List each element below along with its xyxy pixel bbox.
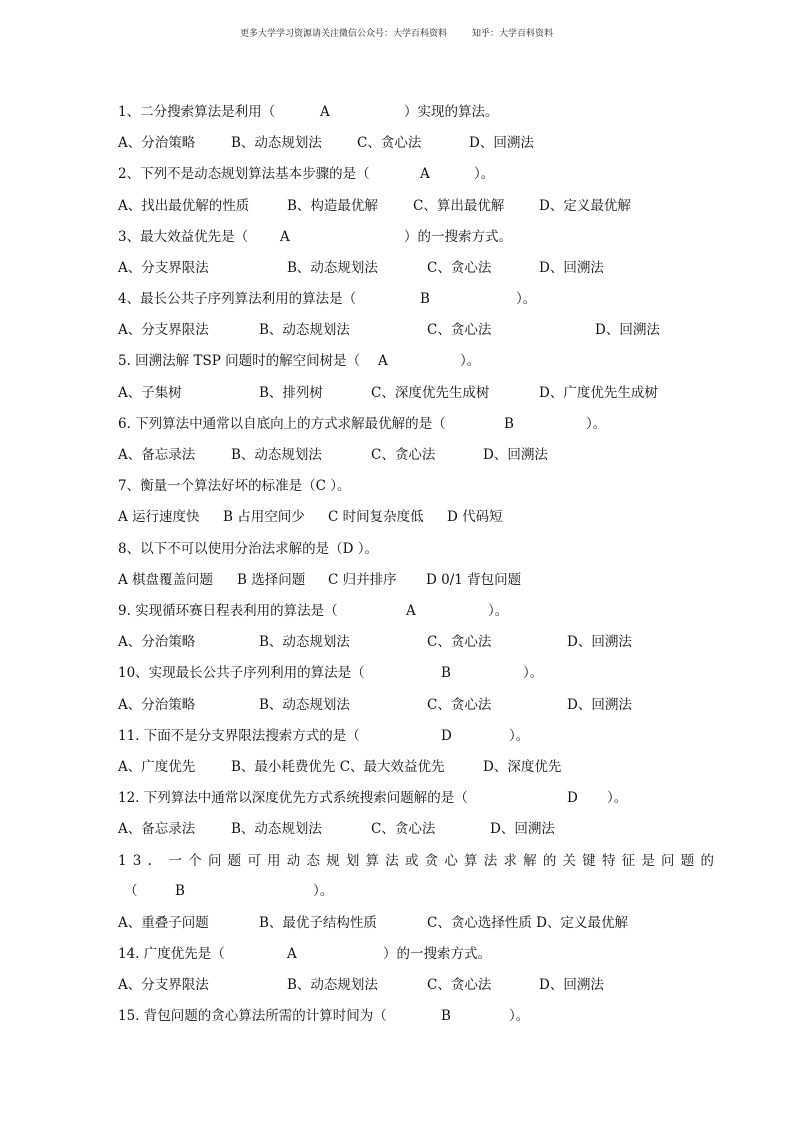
question-14: [0, 944, 793, 964]
option-a: A、备忘录法: [118, 821, 196, 837]
question-3: [0, 227, 793, 247]
answer: B: [175, 883, 185, 899]
question-text: 9. 实现循环赛日程表利用的算法是（: [118, 603, 338, 619]
option-c: C、贪心法: [371, 447, 436, 463]
option-a: A、广度优先: [118, 759, 196, 775]
question-text: 1、二分搜索算法是利用（: [118, 104, 276, 120]
answer: A: [280, 229, 290, 245]
option-a: A 棋盘覆盖问题: [118, 572, 214, 588]
question-tail: ）。: [460, 353, 481, 369]
answer: A: [406, 603, 416, 619]
question-4: [0, 289, 793, 309]
question-10: [0, 663, 793, 683]
option-c: C、深度优先生成树: [371, 385, 490, 401]
question-text: 15. 背包问题的贪心算法所需的计算时间为（: [118, 1008, 387, 1024]
option-c: C、贪心法: [427, 634, 492, 650]
answer: A: [420, 166, 430, 182]
question-tail: ）。: [509, 728, 530, 744]
question-text: 3、最大效益优先是（: [118, 229, 249, 245]
option-c: C、贪心法: [427, 322, 492, 338]
option-c: C、贪心选择性质 D、定义最优解: [427, 915, 628, 931]
option-a: A、找出最优解的性质: [118, 198, 250, 214]
question-text: 7、衡量一个算法好坏的标准是（C ）。: [118, 478, 351, 494]
option-d: D、回溯法: [469, 135, 534, 151]
question-8: [0, 539, 793, 559]
option-c: C、算出最优解: [413, 198, 505, 214]
options-11: [0, 757, 793, 777]
question-tail: ）实现的算法。: [404, 104, 499, 120]
options-5: [0, 383, 793, 403]
options-13: [0, 913, 793, 933]
option-a: A、分支界限法: [118, 260, 209, 276]
question-text: 8、以下不可以使用分治法求解的是（D ）。: [118, 541, 378, 557]
options-10: [0, 695, 793, 715]
option-b: B、最优子结构性质: [259, 915, 377, 931]
question-5: [0, 351, 793, 371]
question-6: [0, 414, 793, 434]
option-d: D、回溯法: [490, 821, 555, 837]
question-tail: ）的一搜索方式。: [404, 229, 512, 245]
options-9: [0, 632, 793, 652]
option-d: D 0/1 背包问题: [426, 572, 522, 588]
option-d: D、回溯法: [539, 260, 604, 276]
question-11: [0, 726, 793, 746]
header-wechat-note: 更多大学学习资源请关注微信公众号：大学百科资料: [240, 29, 448, 39]
option-a: A、重叠子问题: [118, 915, 209, 931]
question-9: [0, 601, 793, 621]
answer: A: [378, 353, 388, 369]
option-c: C、贪心法: [357, 135, 422, 151]
option-c: C 时间复杂度低: [328, 509, 424, 525]
option-a: A、分治策略: [118, 634, 196, 650]
question-tail: ）。: [488, 603, 509, 619]
page-header: [0, 26, 793, 39]
question-tail: ）。: [523, 665, 544, 681]
answer: B: [441, 665, 451, 681]
option-d: D、深度优先: [483, 759, 562, 775]
question-1: [0, 102, 793, 122]
option-b: B、动态规划法: [231, 447, 322, 463]
question-tail: ）。: [607, 790, 628, 806]
question-7: [0, 476, 793, 496]
option-d: D、回溯法: [567, 634, 632, 650]
option-c: C、贪心法: [427, 977, 492, 993]
question-tail: ）。: [474, 166, 495, 182]
question-tail: ）。: [516, 291, 537, 307]
options-14: [0, 975, 793, 995]
option-b: B 占用空间少: [223, 509, 305, 525]
question-tail: ）。: [313, 883, 334, 899]
option-b: B、最小耗费优先 C、最大效益优先: [231, 759, 445, 775]
option-a: A、分支界限法: [118, 322, 209, 338]
question-text: 5. 回溯法解 TSP 问题时的解空间树是（: [118, 353, 361, 369]
option-c: C 归并排序: [328, 572, 397, 588]
question-text: 4、最长公共子序列算法利用的算法是（: [118, 291, 357, 307]
answer: B: [504, 416, 514, 432]
options-2: [0, 196, 793, 216]
header-zhihu-note: 知乎：大学百科资料: [471, 29, 553, 39]
option-b: B 选择问题: [237, 572, 306, 588]
answer: B: [441, 1008, 451, 1024]
option-a: A、分治策略: [118, 697, 196, 713]
question-text: 10、实现最长公共子序列利用的算法是（: [118, 665, 365, 681]
option-d: D、回溯法: [483, 447, 548, 463]
option-c: C、贪心法: [371, 821, 436, 837]
options-7: [0, 507, 793, 527]
option-b: B、动态规划法: [231, 821, 322, 837]
option-b: B、动态规划法: [287, 260, 378, 276]
option-a: A、备忘录法: [118, 447, 196, 463]
options-3: [0, 258, 793, 278]
option-b: B、动态规划法: [231, 135, 322, 151]
option-d: D、回溯法: [567, 697, 632, 713]
question-tail: ）的一搜索方式。: [383, 946, 491, 962]
question-text: 14. 广度优先是（: [118, 946, 225, 962]
option-a: A、子集树: [118, 385, 182, 401]
option-a: A 运行速度快: [118, 509, 200, 525]
answer: A: [320, 104, 330, 120]
option-c: C、贪心法: [427, 260, 492, 276]
option-a: A、分支界限法: [118, 977, 209, 993]
options-1: [0, 133, 793, 153]
option-d: D、回溯法: [539, 977, 604, 993]
option-b: B、动态规划法: [259, 697, 350, 713]
question-13: [0, 851, 793, 871]
answer: A: [287, 946, 297, 962]
option-b: B、动态规划法: [259, 322, 350, 338]
options-8: [0, 570, 793, 590]
question-tail: ）。: [586, 416, 607, 432]
question-2: [0, 164, 793, 184]
option-d: D、定义最优解: [539, 198, 631, 214]
option-b: B、动态规划法: [287, 977, 378, 993]
question-tail: ）。: [509, 1008, 530, 1024]
question-text: 11. 下面不是分支界限法搜索方式的是（: [118, 728, 360, 744]
option-d: D 代码短: [447, 509, 503, 525]
option-b: B、排列树: [259, 385, 323, 401]
question-text: 6. 下列算法中通常以自底向上的方式求解最优解的是（: [118, 416, 446, 432]
answer: D: [441, 728, 452, 744]
answer: B: [420, 291, 430, 307]
options-12: [0, 819, 793, 839]
options-4: [0, 320, 793, 340]
question-text: 13. 一个问题可用动态规划算法或贪心算法求解的关键特征是问题的: [118, 853, 721, 869]
question-12: [0, 788, 793, 808]
option-b: B、构造最优解: [287, 198, 378, 214]
answer: D: [567, 790, 578, 806]
question-13-answer-line: [0, 881, 793, 901]
options-6: [0, 445, 793, 465]
option-d: D、回溯法: [595, 322, 660, 338]
option-a: A、分治策略: [118, 135, 196, 151]
question-15: [0, 1006, 793, 1026]
option-d: D、广度优先生成树: [539, 385, 658, 401]
option-c: C、贪心法: [427, 697, 492, 713]
answer-paren: （: [124, 883, 138, 899]
option-b: B、动态规划法: [259, 634, 350, 650]
question-text: 12. 下列算法中通常以深度优先方式系统搜索问题解的是（: [118, 790, 468, 806]
question-text: 2、下列不是动态规划算法基本步骤的是（: [118, 166, 370, 182]
